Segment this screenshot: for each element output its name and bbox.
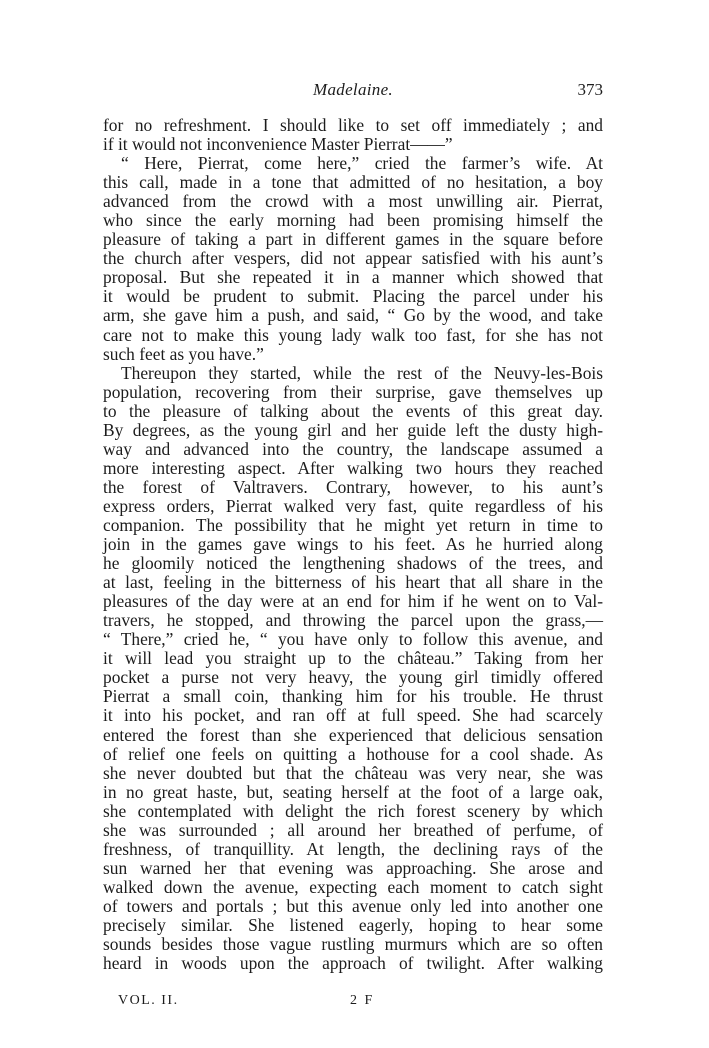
text-line: pleasure of taking a part in different games in the square before bbox=[103, 229, 603, 250]
text-line: at last, feeling in the bitterness of his heart that all share in the bbox=[103, 572, 603, 593]
text-line: heard in woods upon the approach of twilight. After walking bbox=[103, 953, 603, 974]
text-line: such feet as you have.” bbox=[103, 343, 264, 364]
text-line: pocket a purse not very heavy, the young girl timidly offered bbox=[103, 667, 603, 688]
text-line: sun warned her that evening was approaching. She arose and bbox=[103, 857, 603, 878]
text-line: she was surrounded ; all around her breathed of perfume, of bbox=[103, 819, 603, 840]
text-line: travers, he stopped, and throwing the parcel upon the grass,— bbox=[103, 610, 603, 631]
page-footer bbox=[118, 993, 418, 1013]
text-line: of relief one feels on quitting a hothouse for a cool shade. As bbox=[103, 743, 603, 764]
text-line: freshness, of tranquillity. At length, the declining rays of the bbox=[103, 838, 603, 859]
text-line: “ Here, Pierrat, come here,” cried the farmer’s wife. At bbox=[121, 153, 603, 174]
text-line: it will lead you straight up to the château.” Taking from her bbox=[103, 648, 603, 669]
text-line: if it would not inconvenience Master Pierrat——” bbox=[103, 134, 453, 155]
text-line: arm, she gave him a push, and said, “ Go by the wood, and take bbox=[103, 305, 603, 326]
text-line: this call, made in a tone that admitted of no hesitation, a boy bbox=[103, 172, 603, 193]
text-line: By degrees, as the young girl and her guide left the dusty high- bbox=[103, 419, 603, 440]
text-line: proposal. But she repeated it in a manner which showed that bbox=[103, 267, 603, 288]
text-line: pleasures of the day were at an end for him if he went on to Val- bbox=[103, 591, 603, 612]
text-line: precisely similar. She listened eagerly, hoping to hear some bbox=[103, 914, 603, 935]
printer-signature-mark: 2 F bbox=[350, 993, 375, 1008]
running-title: Madelaine. bbox=[313, 80, 393, 99]
text-line: Pierrat a small coin, thanking him for his trouble. He thrust bbox=[103, 686, 603, 707]
text-line: she contemplated with delight the rich forest scenery by which bbox=[103, 800, 603, 821]
text-line: for no refreshment. I should like to set off immediately ; and bbox=[103, 115, 603, 135]
text-line: Thereupon they started, while the rest of the Neuvy-les-Bois bbox=[121, 362, 603, 383]
text-line: advanced from the crowd with a most unwilling air. Pierrat, bbox=[103, 191, 603, 212]
text-line: to the pleasure of talking about the events of this great day. bbox=[103, 400, 603, 421]
text-line: “ There,” cried he, “ you have only to follow this avenue, and bbox=[103, 629, 603, 650]
text-line: in no great haste, but, seating herself at the foot of a large oak, bbox=[103, 781, 603, 802]
text-line: population, recovering from their surprise, gave themselves up bbox=[103, 381, 603, 402]
text-line: express orders, Pierrat walked very fast, quite regardless of his bbox=[103, 495, 603, 516]
volume-label: VOL. II. bbox=[118, 993, 179, 1008]
text-line: entered the forest than she experienced that delicious sensation bbox=[103, 724, 603, 745]
text-line: sounds besides those vague rustling murmurs which are so often bbox=[103, 934, 603, 955]
text-line: the forest of Valtravers. Contrary, however, to his aunt’s bbox=[103, 476, 603, 497]
text-line: it into his pocket, and ran off at full speed. She had scarcely bbox=[103, 705, 603, 726]
text-line: it would be prudent to submit. Placing the parcel under his bbox=[103, 286, 603, 307]
page-number: 373 bbox=[577, 80, 603, 99]
text-line: the church after vespers, did not appear satisfied with his aunt’s bbox=[103, 248, 603, 269]
text-line: way and advanced into the country, the landscape assumed a bbox=[103, 438, 603, 459]
text-line: walked down the avenue, expecting each moment to catch sight bbox=[103, 876, 603, 897]
text-line: join in the games gave wings to his feet. As he hurried along bbox=[103, 534, 603, 555]
text-line: who since the early morning had been promising himself the bbox=[103, 210, 603, 231]
text-line: companion. The possibility that he might yet return in time to bbox=[103, 514, 603, 535]
text-line: more interesting aspect. After walking two hours they reached bbox=[103, 457, 603, 478]
text-line: he gloomily noticed the lengthening shadows of the trees, and bbox=[103, 553, 603, 574]
body-text bbox=[103, 116, 603, 973]
text-line: of towers and portals ; but this avenue only led into another one bbox=[103, 895, 603, 916]
text-line: care not to make this young lady walk too fast, for she has not bbox=[103, 324, 603, 345]
text-line: she never doubted but that the château was very near, she was bbox=[103, 762, 603, 783]
running-head bbox=[103, 80, 603, 102]
